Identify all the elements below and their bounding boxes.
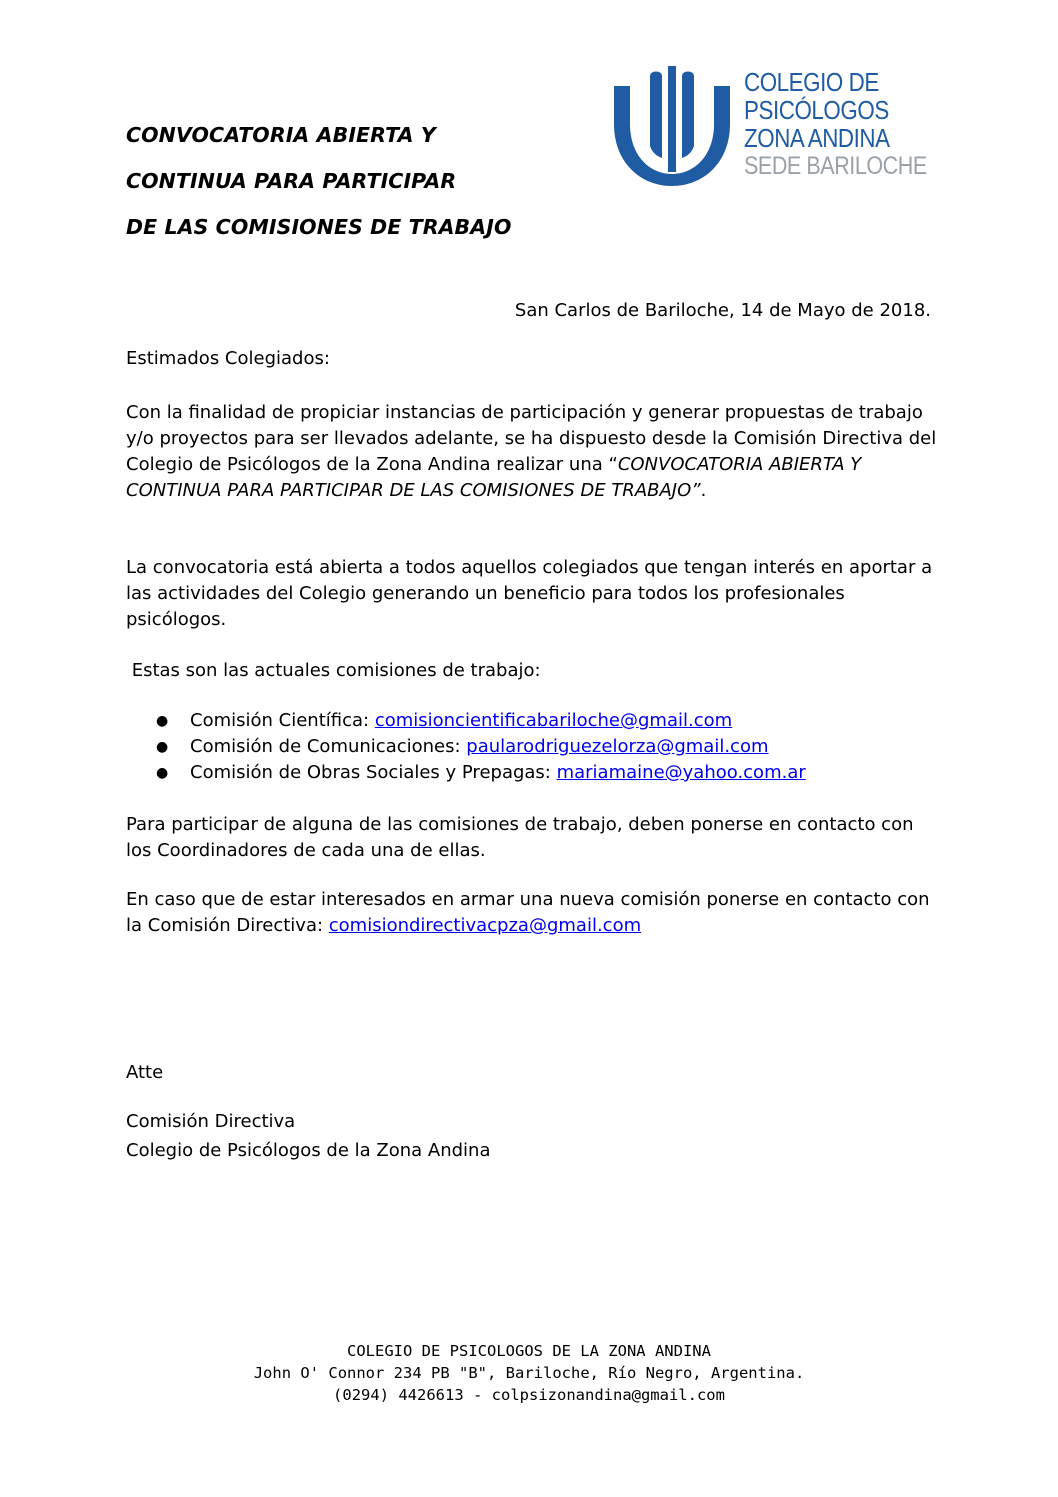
list-item — [150, 708, 806, 734]
paragraph-purpose-text: Con la finalidad de propiciar instancias de participación y generar propuestas de trabajo y/o proyectos para ser llevados adelante, se ha dispuesto desde la Comisión Directiva del Colegio de Psicólogos de la Zona Andina realizar una “ — [126, 402, 937, 475]
paragraph-commissions-intro: Estas son las actuales comisiones de trabajo: — [126, 660, 541, 681]
footer-line-3: (0294) 4426613 - colpsizonandina@gmail.com — [333, 1386, 725, 1404]
title-line-2: CONTINUA PARA PARTICIPAR — [126, 169, 457, 193]
colegio-logo — [610, 66, 927, 191]
paragraph-purpose-emphasis: CONVOCATORIA ABIERTA Y CONTINUA PARA PARTICIPAR DE LAS COMISIONES DE TRABAJO” — [126, 454, 862, 501]
paragraph-new-commission — [126, 887, 941, 939]
footer-line-1: COLEGIO DE PSICOLOGOS DE LA ZONA ANDINA — [347, 1342, 711, 1360]
paragraph-open-call: La convocatoria está abierta a todos aquellos colegiados que tengan interés en aportar a las actividades del Colegio generando un beneficio para todos los profesionales psicólogos. — [126, 557, 933, 630]
paragraph-purpose — [126, 400, 941, 504]
title-line-3: DE LAS COMISIONES DE TRABAJO — [126, 215, 512, 239]
commission-email-link[interactable]: mariamaine@yahoo.com.ar — [556, 762, 806, 783]
bullet-icon: ● — [156, 739, 169, 755]
logo-line-2: PSICÓLOGOS — [744, 95, 889, 125]
directive-email-link[interactable]: comisiondirectivacpza@gmail.com — [328, 915, 642, 936]
logo-line-4: SEDE BARILOCHE — [744, 152, 927, 180]
title-line-1: CONVOCATORIA ABIERTA Y — [126, 123, 436, 147]
signature-line-1: Comisión Directiva — [126, 1111, 296, 1132]
logo-wordmark — [744, 68, 927, 180]
page-footer — [0, 1340, 1058, 1406]
footer-line-2: John O' Connor 234 PB "B", Bariloche, Río Negro, Argentina. — [253, 1364, 805, 1382]
logo-line-1: COLEGIO DE — [744, 67, 879, 97]
document-title — [126, 112, 646, 250]
commission-email-link[interactable]: comisioncientificabariloche@gmail.com — [374, 710, 733, 731]
paragraph-purpose-end: . — [700, 480, 707, 501]
paragraph-new-commission-text: En caso que de estar interesados en armar una nueva comisión ponerse en contacto con la Comisión Directiva: — [126, 889, 930, 936]
list-item — [150, 760, 806, 786]
signature-line-2: Colegio de Psicólogos de la Zona Andina — [126, 1140, 491, 1161]
commission-list — [150, 708, 806, 786]
bullet-icon: ● — [156, 713, 169, 729]
greeting: Estimados Colegiados: — [126, 348, 330, 369]
list-item — [150, 734, 806, 760]
psi-logo-icon — [610, 66, 735, 191]
letter-date: San Carlos de Bariloche, 14 de Mayo de 2018. — [514, 300, 931, 321]
commission-label: Comisión de Obras Sociales y Prepagas: — [190, 762, 557, 783]
closing: Atte — [126, 1062, 164, 1083]
signature — [126, 1107, 490, 1165]
commission-label: Comisión Científica: — [190, 710, 375, 731]
commission-label: Comisión de Comunicaciones: — [190, 736, 467, 757]
bullet-icon: ● — [156, 765, 169, 781]
logo-line-3: ZONA ANDINA — [744, 123, 890, 153]
paragraph-participation: Para participar de alguna de las comisiones de trabajo, deben ponerse en contacto con los Coordinadores de cada una de ellas. — [126, 814, 914, 861]
commission-email-link[interactable]: paularodriguezelorza@gmail.com — [466, 736, 769, 757]
